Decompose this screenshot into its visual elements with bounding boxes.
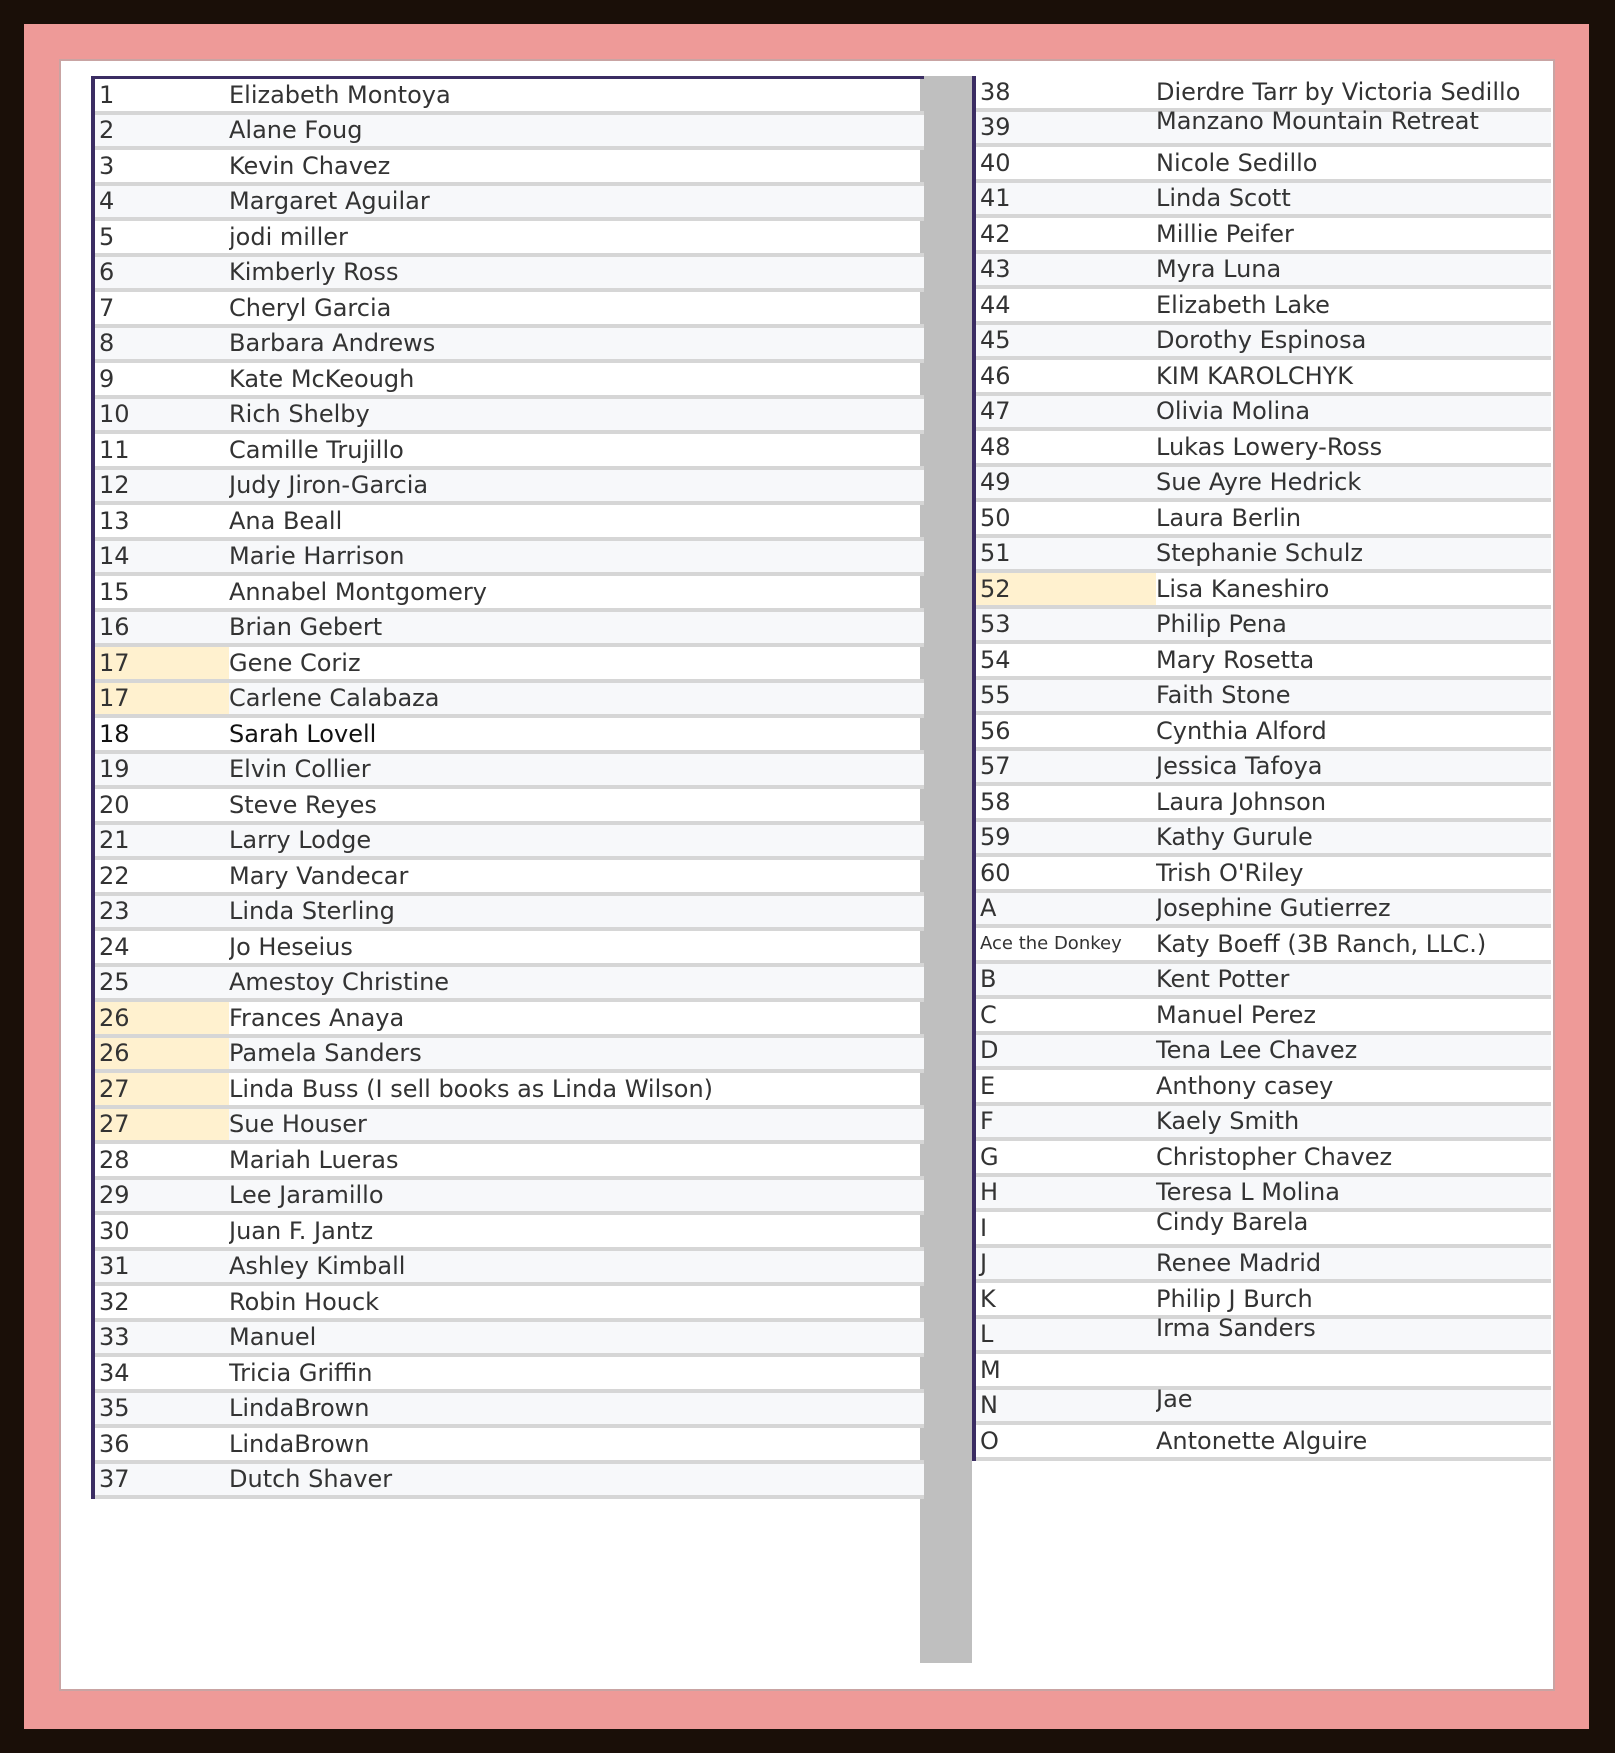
row-number: 42	[980, 219, 1011, 248]
row-number: 18	[99, 719, 130, 748]
list-row	[95, 79, 924, 115]
list-row	[976, 431, 1551, 467]
row-name: Robin Houck	[229, 1287, 380, 1316]
row-number: 59	[980, 823, 1011, 852]
list-row	[95, 505, 924, 541]
list-row	[95, 1002, 924, 1038]
row-name: Faith Stone	[1156, 681, 1291, 710]
list-row	[95, 931, 924, 967]
list-row	[976, 999, 1551, 1035]
row-name: Mary Vandecar	[229, 861, 409, 890]
row-name: Kevin Chavez	[229, 151, 391, 180]
row-name: Dierdre Tarr by Victoria Sedillo	[1156, 77, 1521, 106]
list-row	[95, 1428, 924, 1464]
row-number: 52	[976, 573, 1156, 605]
row-number: 54	[980, 645, 1011, 674]
row-name: Margaret Aguilar	[229, 187, 430, 216]
row-name: Camille Trujillo	[229, 435, 404, 464]
list-row	[95, 647, 924, 683]
row-number: 26	[95, 1038, 229, 1070]
row-number: 33	[99, 1323, 130, 1352]
row-number: 27	[95, 1109, 229, 1141]
right-list-table	[972, 76, 1551, 1461]
row-number: 4	[99, 187, 115, 216]
row-name: Mary Rosetta	[1156, 645, 1315, 674]
list-row	[95, 1038, 924, 1074]
list-row	[976, 609, 1551, 645]
row-name: Lee Jaramillo	[229, 1181, 384, 1210]
row-number: 1	[99, 80, 115, 109]
row-number: 17	[95, 683, 229, 715]
row-number: 45	[980, 326, 1011, 355]
list-row	[95, 399, 924, 435]
row-name: Kaely Smith	[1156, 1107, 1300, 1136]
row-number: 47	[980, 397, 1011, 426]
row-name: Philip J Burch	[1156, 1284, 1313, 1313]
list-row	[976, 1207, 1551, 1248]
row-name: Jae	[1156, 1385, 1193, 1414]
row-name: Linda Sterling	[229, 897, 395, 926]
row-name: Linda Buss (I sell books as Linda Wilson)	[229, 1074, 714, 1103]
row-number: 21	[99, 826, 130, 855]
row-number: G	[980, 1142, 999, 1171]
list-row	[95, 1357, 924, 1393]
list-row	[976, 1385, 1551, 1426]
row-name: Lisa Kaneshiro	[1156, 574, 1330, 603]
row-number: 60	[980, 858, 1011, 887]
row-number: 44	[980, 290, 1011, 319]
row-name: Rich Shelby	[229, 400, 370, 429]
list-row	[976, 680, 1551, 716]
list-row	[95, 1322, 924, 1358]
row-number: 13	[99, 506, 130, 535]
row-number: 55	[980, 681, 1011, 710]
row-number: 36	[99, 1429, 130, 1458]
row-number: E	[980, 1071, 996, 1100]
list-row	[976, 1354, 1551, 1390]
row-number: 5	[99, 222, 115, 251]
row-name: Cheryl Garcia	[229, 293, 392, 322]
list-row	[95, 683, 924, 719]
list-row	[95, 1251, 924, 1287]
row-name: LindaBrown	[229, 1394, 370, 1423]
row-name: Amestoy Christine	[229, 968, 450, 997]
row-name: Marie Harrison	[229, 542, 405, 571]
list-row	[976, 183, 1551, 219]
row-number: 23	[99, 897, 130, 926]
row-name: Cynthia Alford	[1156, 716, 1327, 745]
row-name: Jo Heseius	[229, 932, 353, 961]
list-row	[976, 1248, 1551, 1284]
row-number: 50	[980, 503, 1011, 532]
row-number: 16	[99, 613, 130, 642]
list-row	[95, 1464, 924, 1500]
row-number: 58	[980, 787, 1011, 816]
row-name: Kimberly Ross	[229, 258, 399, 287]
row-name: Annabel Montgomery	[229, 577, 487, 606]
row-number: 2	[99, 116, 115, 145]
row-number: F	[980, 1107, 994, 1136]
row-name: Stephanie Schulz	[1156, 539, 1363, 568]
list-row	[95, 789, 924, 825]
row-name: Sue Ayre Hedrick	[1156, 468, 1362, 497]
list-row	[95, 115, 924, 151]
list-row	[976, 1141, 1551, 1177]
list-row	[976, 1035, 1551, 1071]
row-name: Christopher Chavez	[1156, 1142, 1393, 1171]
list-row	[95, 967, 924, 1003]
list-row	[95, 150, 924, 186]
row-number: 3	[99, 151, 115, 180]
row-name: Sue Houser	[229, 1110, 367, 1139]
list-row	[976, 573, 1551, 609]
row-name: Elizabeth Lake	[1156, 290, 1330, 319]
row-name: Irma Sanders	[1156, 1314, 1316, 1343]
list-row	[976, 254, 1551, 290]
row-name: Myra Luna	[1156, 255, 1282, 284]
row-name: Laura Berlin	[1156, 503, 1302, 532]
row-number: 29	[99, 1181, 130, 1210]
list-row	[95, 1286, 924, 1322]
list-row	[95, 1073, 924, 1109]
list-row	[976, 644, 1551, 680]
list-row	[95, 541, 924, 577]
row-name: Brian Gebert	[229, 613, 383, 642]
row-name: Elvin Collier	[229, 755, 371, 784]
row-name: Anthony casey	[1156, 1071, 1334, 1100]
row-name: Dorothy Espinosa	[1156, 326, 1367, 355]
row-number: 6	[99, 258, 115, 287]
row-number: N	[980, 1391, 998, 1420]
row-name: Dutch Shaver	[229, 1465, 393, 1494]
row-number: 8	[99, 329, 115, 358]
row-name: Kathy Gurule	[1156, 823, 1313, 852]
row-name: Gene Coriz	[229, 648, 361, 677]
list-row	[95, 292, 924, 328]
row-number: 9	[99, 364, 115, 393]
row-number: 17	[95, 647, 229, 679]
row-name: Lukas Lowery-Ross	[1156, 432, 1383, 461]
row-name: Katy Boeff (3B Ranch, LLC.)	[1156, 929, 1487, 958]
row-number: 31	[99, 1252, 130, 1281]
list-row	[95, 470, 924, 506]
row-name: Trish O'Riley	[1156, 858, 1304, 887]
row-number: 20	[99, 790, 130, 819]
row-number: D	[980, 1036, 999, 1065]
list-row	[976, 538, 1551, 574]
list-row	[976, 1177, 1551, 1213]
row-name: Nicole Sedillo	[1156, 148, 1318, 177]
list-row	[95, 1393, 924, 1429]
row-name: Kate McKeough	[229, 364, 415, 393]
row-number: 40	[980, 148, 1011, 177]
row-name: Larry Lodge	[229, 826, 372, 855]
list-row	[976, 786, 1551, 822]
list-row	[95, 1144, 924, 1180]
list-row	[95, 1109, 924, 1145]
row-number: 56	[980, 716, 1011, 745]
row-name: Renee Madrid	[1156, 1249, 1322, 1278]
list-row	[976, 467, 1551, 503]
row-name: Pamela Sanders	[229, 1039, 422, 1068]
list-row	[976, 715, 1551, 751]
row-name: Judy Jiron-Garcia	[229, 471, 429, 500]
row-number: 11	[99, 435, 130, 464]
row-name: Ana Beall	[229, 506, 343, 535]
row-number: 22	[99, 861, 130, 890]
list-row	[976, 893, 1551, 929]
row-number: 12	[99, 471, 130, 500]
list-row	[976, 822, 1551, 858]
row-name: KIM KAROLCHYK	[1156, 361, 1354, 390]
row-number: M	[980, 1355, 1001, 1384]
row-number: 25	[99, 968, 130, 997]
list-row	[976, 1070, 1551, 1106]
row-number: A	[980, 894, 997, 923]
row-number: 46	[980, 361, 1011, 390]
row-number: 34	[99, 1358, 130, 1387]
list-row	[976, 360, 1551, 396]
row-name: Frances Anaya	[229, 1003, 405, 1032]
row-name: Kent Potter	[1156, 965, 1290, 994]
row-number: 35	[99, 1394, 130, 1423]
row-number: 39	[980, 113, 1011, 142]
list-row	[95, 328, 924, 364]
list-row	[95, 754, 924, 790]
list-row	[976, 325, 1551, 361]
row-number: 49	[980, 468, 1011, 497]
row-number: 43	[980, 255, 1011, 284]
row-name: Tricia Griffin	[229, 1358, 373, 1387]
list-row	[95, 186, 924, 222]
row-number: 53	[980, 610, 1011, 639]
list-row	[976, 964, 1551, 1000]
row-number: 14	[99, 542, 130, 571]
row-number: 37	[99, 1465, 130, 1494]
list-row	[976, 76, 1551, 112]
row-name: Teresa L Molina	[1156, 1178, 1340, 1207]
row-name: Ashley Kimball	[229, 1252, 406, 1281]
row-number: 24	[99, 932, 130, 961]
row-number: 27	[95, 1073, 229, 1105]
row-number: I	[980, 1213, 988, 1242]
list-row	[976, 1425, 1551, 1461]
row-name: Sarah Lovell	[229, 719, 377, 748]
list-row	[976, 857, 1551, 893]
row-name: Elizabeth Montoya	[229, 80, 451, 109]
row-number: 28	[99, 1145, 130, 1174]
row-name: Mariah Lueras	[229, 1145, 399, 1174]
list-row	[95, 434, 924, 470]
row-name: Manuel Perez	[1156, 1000, 1316, 1029]
list-row	[95, 1215, 924, 1251]
row-name: jodi miller	[229, 222, 348, 251]
row-name: Manuel	[229, 1323, 317, 1352]
row-name: Jessica Tafoya	[1156, 752, 1323, 781]
list-row	[95, 363, 924, 399]
list-row	[976, 289, 1551, 325]
row-name: Manzano Mountain Retreat	[1156, 107, 1479, 136]
row-number: 38	[980, 77, 1011, 106]
row-number: J	[980, 1249, 988, 1278]
row-number: H	[980, 1178, 999, 1207]
row-name: Laura Johnson	[1156, 787, 1327, 816]
list-row	[976, 928, 1551, 964]
row-name: Philip Pena	[1156, 610, 1287, 639]
list-row	[95, 718, 924, 754]
row-name: Cindy Barela	[1156, 1207, 1309, 1236]
list-row	[95, 825, 924, 861]
list-row	[976, 396, 1551, 432]
row-name: LindaBrown	[229, 1429, 370, 1458]
list-row	[976, 218, 1551, 254]
list-row	[976, 502, 1551, 538]
column-gap	[920, 76, 972, 1663]
row-number: L	[980, 1320, 994, 1349]
row-name: Olivia Molina	[1156, 397, 1311, 426]
row-name: Josephine Gutierrez	[1156, 894, 1391, 923]
list-row	[976, 107, 1551, 148]
row-number: 15	[99, 577, 130, 606]
list-row	[95, 612, 924, 648]
row-number: 57	[980, 752, 1011, 781]
row-number: 41	[980, 184, 1011, 213]
list-row	[976, 1314, 1551, 1355]
row-number: 10	[99, 400, 130, 429]
list-row	[95, 896, 924, 932]
row-number: O	[980, 1426, 999, 1455]
row-number: K	[980, 1284, 996, 1313]
row-number: C	[980, 1000, 997, 1029]
list-row	[976, 147, 1551, 183]
row-number: B	[980, 965, 997, 994]
row-name: Barbara Andrews	[229, 329, 436, 358]
row-name: Linda Scott	[1156, 184, 1291, 213]
list-row	[95, 257, 924, 293]
list-row	[976, 1283, 1551, 1319]
row-number: 26	[95, 1002, 229, 1034]
row-name: Carlene Calabaza	[229, 684, 440, 713]
list-row	[976, 751, 1551, 787]
row-number: 51	[980, 539, 1011, 568]
list-row	[976, 1106, 1551, 1142]
list-row	[95, 221, 924, 257]
list-row	[95, 1180, 924, 1216]
left-list-table	[91, 76, 924, 1499]
row-number: 7	[99, 293, 115, 322]
row-number: 32	[99, 1287, 130, 1316]
list-row	[95, 860, 924, 896]
row-number: 48	[980, 432, 1011, 461]
row-name: Steve Reyes	[229, 790, 377, 819]
row-name: Tena Lee Chavez	[1156, 1036, 1358, 1065]
row-number: Ace the Donkey	[980, 933, 1122, 955]
list-row	[95, 576, 924, 612]
row-number: 19	[99, 755, 130, 784]
row-name: Alane Foug	[229, 116, 363, 145]
row-number: 30	[99, 1216, 130, 1245]
row-name: Juan F. Jantz	[229, 1216, 374, 1245]
row-name: Antonette Alguire	[1156, 1426, 1368, 1455]
row-name: Millie Peifer	[1156, 219, 1294, 248]
